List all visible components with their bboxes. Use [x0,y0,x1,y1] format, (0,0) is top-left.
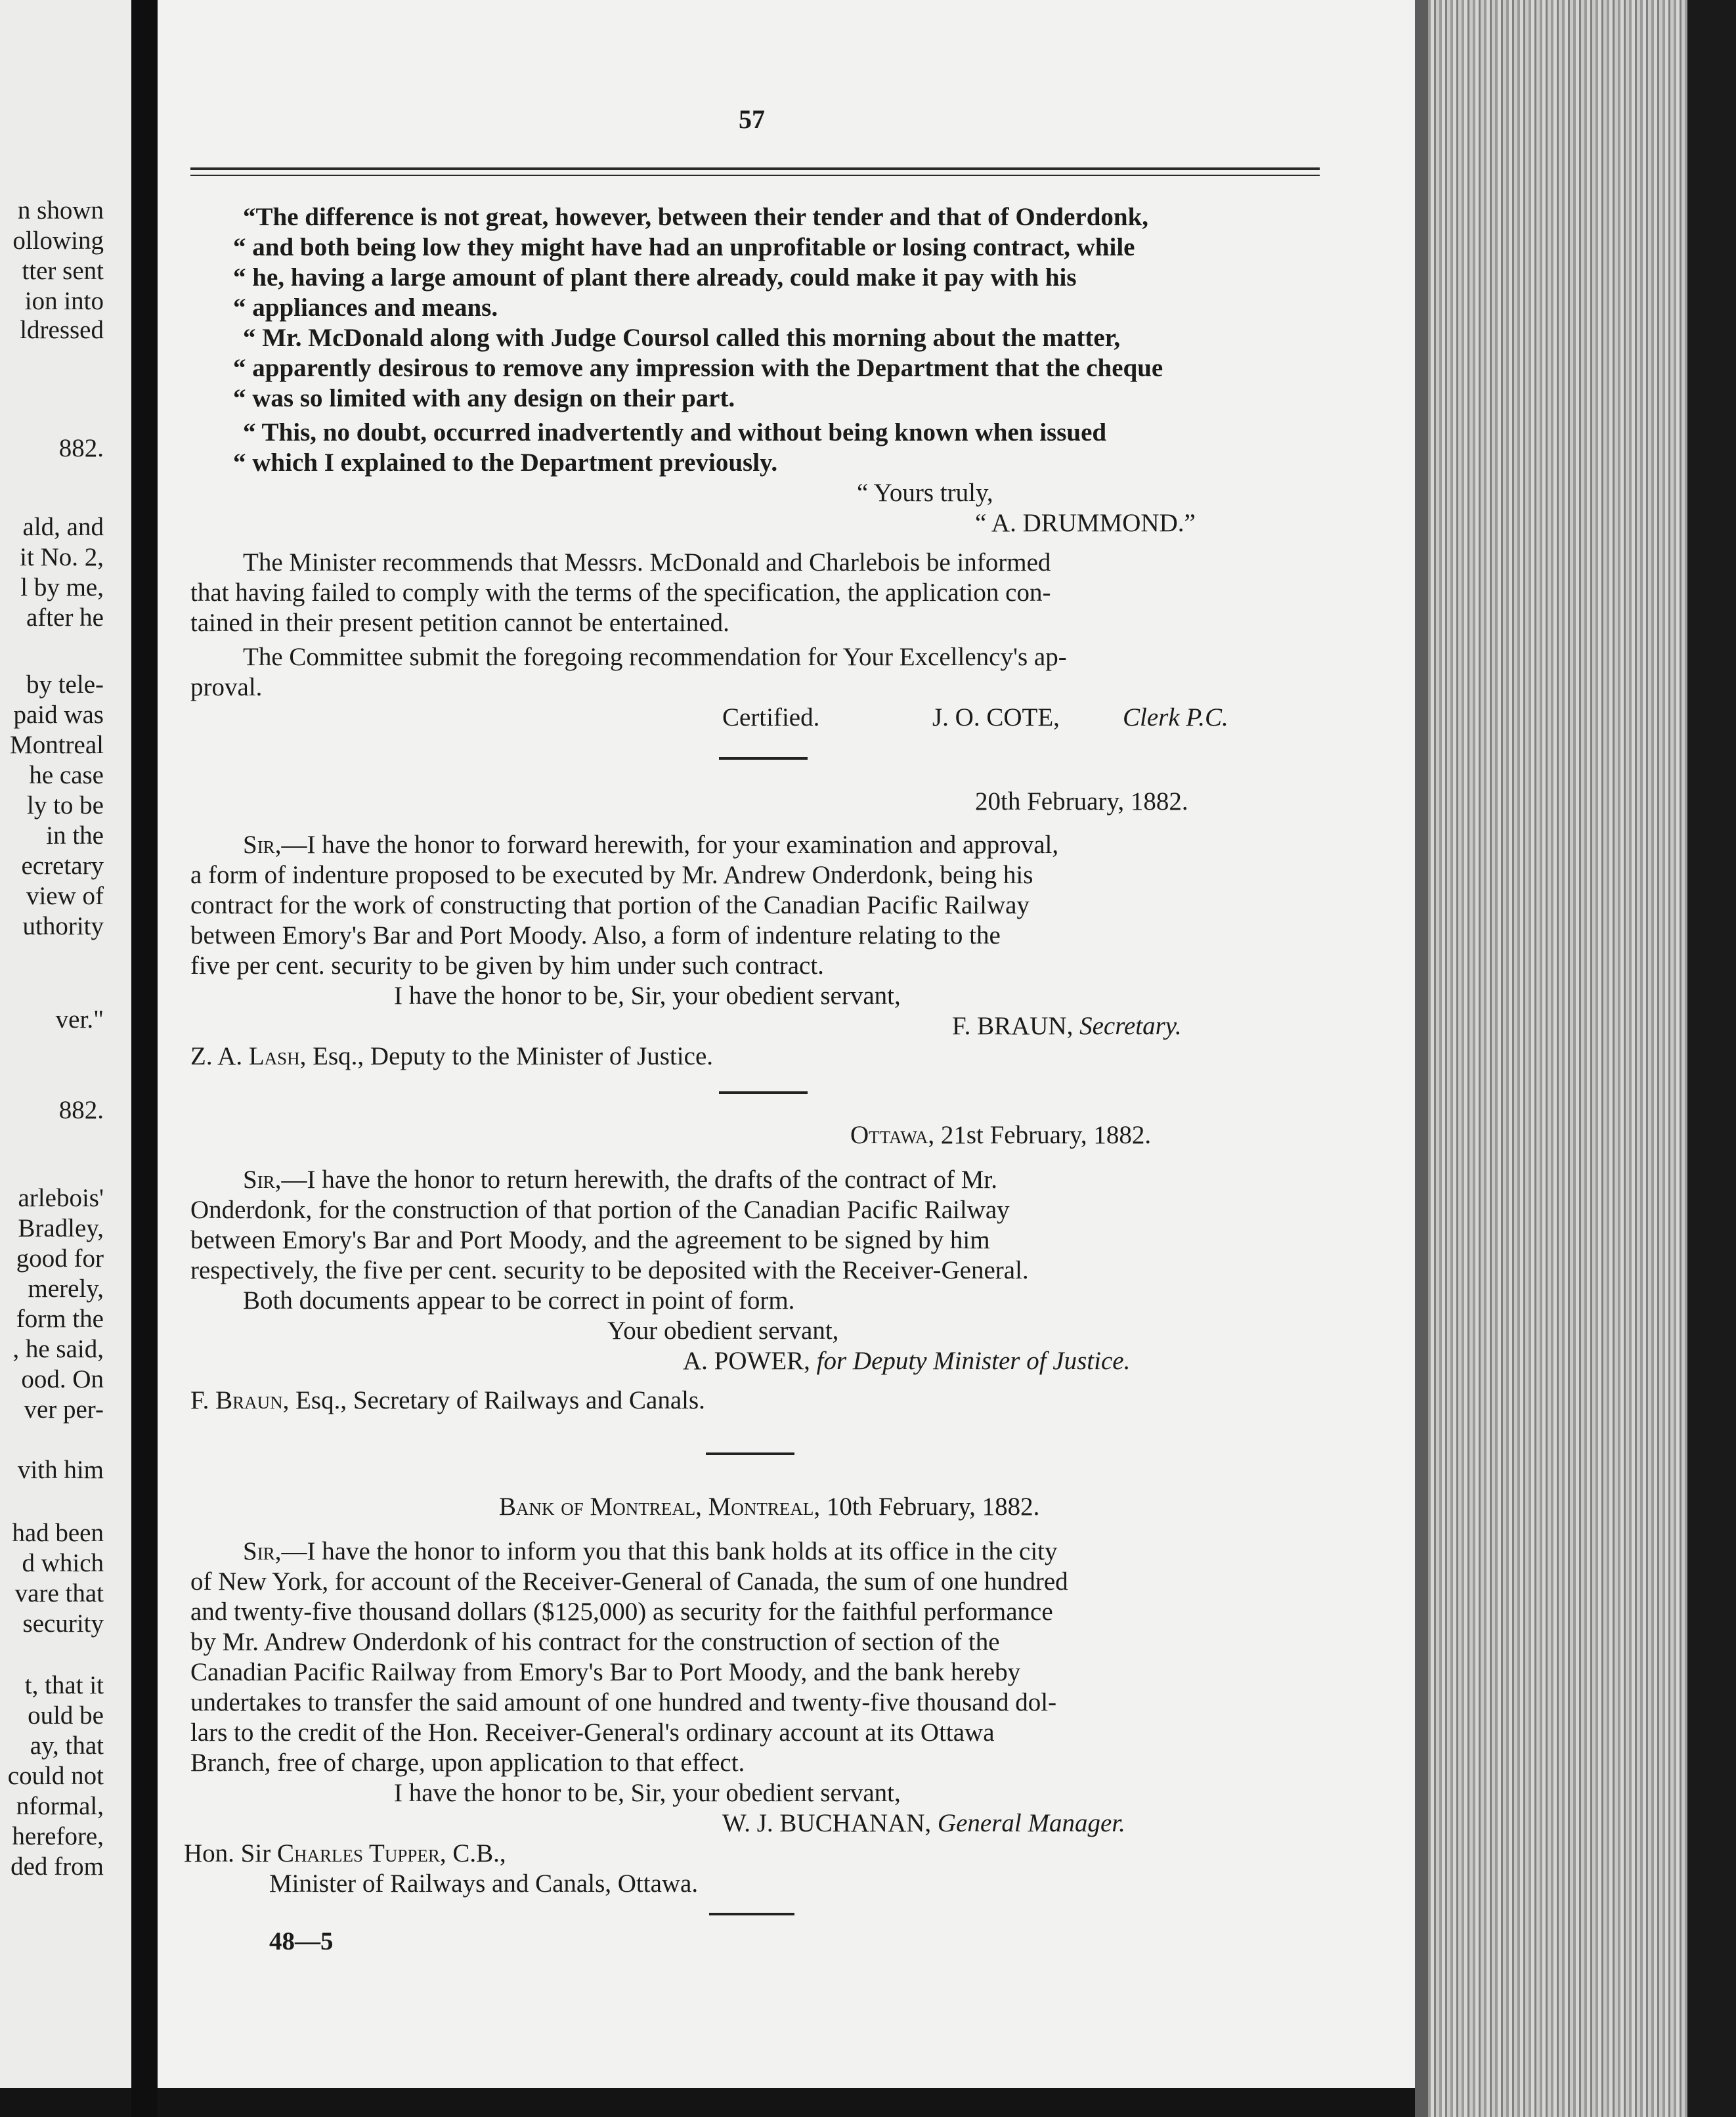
power-addressee-name: F. Braun, [190,1386,290,1414]
left-page-line: 882. [58,1096,104,1124]
braun-salutation: Sir, [243,831,282,859]
drummond-p2-line-3: “ was so limited with any design on their part. [233,384,735,412]
buchanan-body-line-5: Canadian Pacific Railway from Emory's Bar to Port Moody, and the bank hereby [190,1658,1021,1686]
certified-name: J. O. COTE, [932,703,1060,731]
buchanan-signature: W. J. BUCHANAN, [722,1809,932,1837]
drummond-p1-line-3: “ he, having a large amount of plant there already, could make it pay with his [233,263,1077,292]
committee-line-1: The Committee submit the foregoing recommendation for Your Excellency's ap- [243,643,1067,671]
buchanan-signature-title: General Manager. [937,1809,1125,1837]
braun-addressee-rest: Esq., Deputy to the Minister of Justice. [313,1042,714,1070]
drummond-p1-line-2: “ and both being low they might have had an unprofitable or losing contract, while [233,233,1135,261]
left-page-line: vith him [17,1456,104,1484]
power-closing: Your obedient servant, [607,1317,839,1345]
recommendation-line-1: The Minister recommends that Messrs. McDonald and Charlebois be informed [243,548,1051,577]
recommendation-line-3: tained in their present petition cannot be entertained. [190,609,729,637]
left-page-line: ver." [55,1005,104,1034]
power-body-line-3: between Emory's Bar and Port Moody, and the agreement to be signed by him [190,1226,990,1254]
page-number: 57 [739,104,765,134]
power-letter-place: Ottawa, [850,1121,935,1149]
power-signature: A. POWER, [683,1347,810,1375]
power-body-line-2: Onderdonk, for the construction of that portion of the Canadian Pacific Railway [190,1196,1010,1224]
buchanan-body-line-1: —I have the honor to inform you that this bank holds at its office in the city [281,1537,1058,1565]
left-page-line: uthority [22,912,104,940]
buchanan-body-line-2: of New York, for account of the Receiver-General of Canada, the sum of one hundred [190,1567,1068,1596]
left-page-line: ald, and [22,513,104,541]
left-page-line: ould be [28,1701,104,1730]
left-page-line: ldressed [20,316,104,344]
braun-addressee-name: Z. A. Lash, [190,1042,307,1070]
certified-label: Certified. [722,703,820,731]
left-page-line: , he said, [12,1335,104,1363]
left-page-line: ollowing [12,227,104,255]
left-page-line: t, that it [24,1671,104,1699]
header-rule-top [190,167,1320,170]
buchanan-body-line-6: undertakes to transfer the said amount of one hundred and twenty-five thousand dol- [190,1688,1057,1716]
buchanan-salutation: Sir, [243,1537,282,1565]
drummond-p2-line-2: “ apparently desirous to remove any impression with the Department that the cheque [233,354,1163,382]
recommendation-line-2: that having failed to comply with the terms of the specification, the application con- [190,578,1051,607]
left-page-line: 882. [58,434,104,462]
left-page-line: after he [26,603,104,632]
braun-body-line-2: a form of indenture proposed to be executed by Mr. Andrew Onderdonk, being his [190,861,1033,889]
left-page-line: he case [29,761,104,789]
braun-body-line-3: contract for the work of constructing that portion of the Canadian Pacific Railway [190,891,1030,919]
power-body-line-4: respectively, the five per cent. security to be deposited with the Receiver-General. [190,1256,1029,1284]
sheet-code: 48—5 [269,1927,334,1955]
committee-line-2: proval. [190,673,263,701]
drummond-p3-line-2: “ which I explained to the Department previously. [233,448,778,477]
braun-signature: F. BRAUN, [952,1012,1074,1040]
braun-signature-title: Secretary. [1079,1012,1182,1040]
drummond-p1-line-4: “ appliances and means. [233,294,498,322]
buchanan-body-line-4: by Mr. Andrew Onderdonk of his contract for the construction of section of the [190,1628,1000,1656]
left-page-line: tter sent [22,257,104,285]
left-page-line: n shown [17,196,104,225]
power-addressee-rest: Esq., Secretary of Railways and Canals. [295,1386,705,1414]
power-signature-title: for Deputy Minister of Justice. [816,1347,1131,1375]
left-page-line: ecretary [21,852,104,880]
buchanan-body-line-8: Branch, free of charge, upon application to that effect. [190,1749,745,1777]
drummond-signature: “ A. DRUMMOND.” [975,509,1196,537]
left-page-line: view of [26,882,104,910]
left-page-line: good for [16,1244,104,1273]
left-page-line: ay, that [30,1732,104,1760]
buchanan-addressee-line-2: Minister of Railways and Canals, Ottawa. [269,1869,699,1898]
buchanan-addressee-pre: Hon. Sir [184,1839,271,1867]
left-page-line: ded from [11,1852,104,1881]
buchanan-addressee-name: Charles Tupper, [276,1839,446,1867]
section-divider-3 [706,1452,794,1455]
buchanan-closing: I have the honor to be, Sir, your obedient servant, [394,1779,901,1807]
left-page-line: vare that [14,1579,104,1607]
buchanan-letter-date: 10th February, 1882. [826,1493,1040,1521]
drummond-p2-line-1: “ Mr. McDonald along with Judge Coursol called this morning about the matter, [243,324,1121,352]
left-page-line: ion into [24,287,104,315]
left-page-line: paid was [13,701,104,729]
section-divider-1 [719,757,808,760]
drummond-p1-line-1: “The difference is not great, however, between their tender and that of Onderdonk, [243,203,1149,231]
left-page-line: ly to be [27,791,104,819]
left-page-line: it No. 2, [20,543,104,571]
power-body-2: Both documents appear to be correct in point of form. [243,1286,795,1315]
drummond-closing: “ Yours truly, [857,479,993,507]
drummond-p3-line-1: “ This, no doubt, occurred inadvertently and without being known when issued [243,418,1107,447]
section-divider-2 [719,1091,808,1094]
braun-body-line-4: between Emory's Bar and Port Moody. Also, a form of indenture relating to the [190,921,1001,949]
power-letter-date: 21st February, 1882. [940,1121,1152,1149]
book-gutter [131,0,158,2117]
left-page-line: Bradley, [18,1214,104,1242]
braun-body-line-5: five per cent. security to be given by him under such contract. [190,951,824,980]
left-page-line: merely, [28,1275,104,1303]
left-page-line: security [22,1609,104,1638]
left-page-line: form the [16,1305,104,1333]
certified-title: Clerk P.C. [1123,703,1228,731]
section-divider-4 [709,1913,794,1915]
braun-closing: I have the honor to be, Sir, your obedient servant, [394,982,901,1010]
left-page-line: l by me, [20,573,104,601]
power-salutation: Sir, [243,1166,282,1194]
left-page-line: ood. On [21,1365,104,1393]
buchanan-body-line-3: and twenty-five thousand dollars ($125,000) as security for the faithful performance [190,1598,1053,1626]
buchanan-body-line-7: lars to the credit of the Hon. Receiver-General's ordinary account at its Ottawa [190,1718,995,1747]
header-rule-bottom [190,175,1320,176]
left-page-line: could not [7,1762,104,1790]
left-page-line: had been [12,1519,104,1547]
left-page-line: d which [22,1549,104,1577]
left-page-line: nformal, [16,1792,104,1820]
braun-letter-date: 20th February, 1882. [975,787,1188,816]
book-cover-edge [1687,0,1736,2117]
power-body-line-1: —I have the honor to return herewith, the drafts of the contract of Mr. [281,1166,998,1194]
document-page [158,0,1458,2088]
left-page-line: by tele- [26,670,104,699]
buchanan-addressee-post: C.B., [452,1839,506,1867]
left-page-line: in the [46,821,104,850]
book-page-edges [1428,0,1691,2117]
left-page-line: arlebois' [18,1184,104,1212]
left-page-line: herefore, [12,1822,104,1850]
previous-page-fragment [0,0,131,2088]
buchanan-letter-place: Bank of Montreal, Montreal, [499,1493,821,1521]
braun-body-line-1: —I have the honor to forward herewith, for your examination and approval, [281,831,1059,859]
left-page-line: Montreal [10,731,104,759]
left-page-line: ver per- [24,1395,104,1424]
